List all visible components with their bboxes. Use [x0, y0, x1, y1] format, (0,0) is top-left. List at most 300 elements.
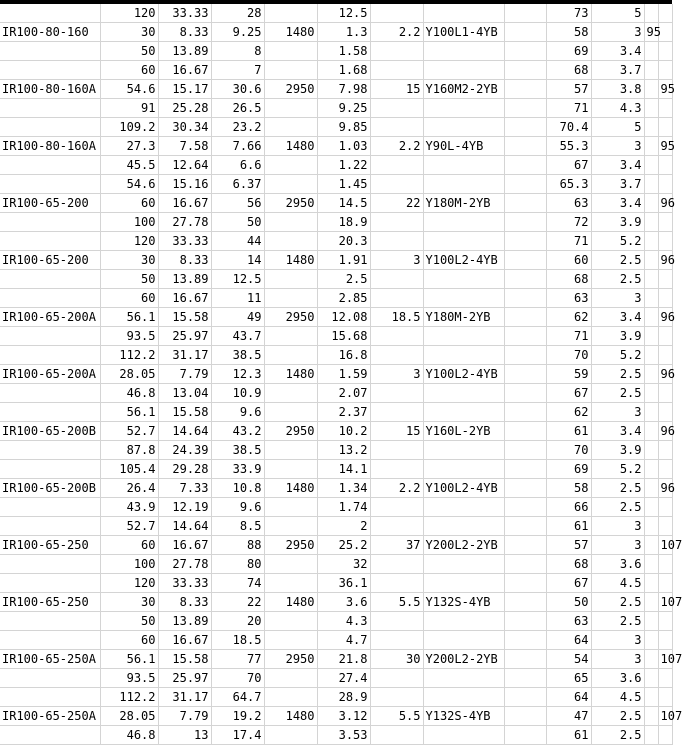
cell[interactable]: 2950	[264, 536, 317, 555]
cell[interactable]: 107	[658, 593, 672, 612]
cell[interactable]	[644, 213, 658, 232]
cell[interactable]: Y100L2-4YB	[423, 365, 504, 384]
cell[interactable]: 95	[658, 80, 672, 99]
cell[interactable]: Y180M-2YB	[423, 194, 504, 213]
cell[interactable]	[504, 213, 546, 232]
cell[interactable]: 3.53	[317, 726, 370, 745]
cell[interactable]	[0, 498, 100, 517]
cell[interactable]: 1.74	[317, 498, 370, 517]
cell[interactable]: 96	[658, 365, 672, 384]
cell[interactable]: 3.6	[591, 555, 644, 574]
cell[interactable]: 7.66	[211, 137, 264, 156]
cell[interactable]: 1480	[264, 479, 317, 498]
cell[interactable]	[370, 498, 423, 517]
cell[interactable]	[644, 650, 658, 669]
cell[interactable]	[644, 194, 658, 213]
cell[interactable]	[658, 441, 672, 460]
cell[interactable]: 5.2	[591, 346, 644, 365]
cell[interactable]	[504, 289, 546, 308]
cell[interactable]: IR100-80-160	[0, 23, 100, 42]
cell[interactable]: 58	[546, 479, 591, 498]
cell[interactable]: 3.4	[591, 156, 644, 175]
cell[interactable]: 46.8	[100, 384, 158, 403]
cell[interactable]: 5.5	[370, 593, 423, 612]
cell[interactable]: 2.5	[591, 251, 644, 270]
cell[interactable]	[658, 669, 672, 688]
cell[interactable]: 70	[211, 669, 264, 688]
cell[interactable]	[644, 251, 658, 270]
cell[interactable]: 30	[100, 251, 158, 270]
cell[interactable]: 69	[546, 460, 591, 479]
cell[interactable]: 1480	[264, 137, 317, 156]
cell[interactable]: 68	[546, 61, 591, 80]
cell[interactable]	[0, 669, 100, 688]
cell[interactable]: 3	[591, 289, 644, 308]
cell[interactable]	[658, 4, 672, 23]
cell[interactable]	[504, 574, 546, 593]
cell[interactable]: 2.5	[591, 384, 644, 403]
cell[interactable]: 33.33	[158, 232, 211, 251]
cell[interactable]: 100	[100, 213, 158, 232]
cell[interactable]: 14.1	[317, 460, 370, 479]
cell[interactable]: 2950	[264, 308, 317, 327]
cell[interactable]	[658, 612, 672, 631]
cell[interactable]: 2.37	[317, 403, 370, 422]
cell[interactable]	[504, 536, 546, 555]
cell[interactable]	[423, 4, 504, 23]
cell[interactable]	[644, 232, 658, 251]
cell[interactable]: 16.67	[158, 536, 211, 555]
cell[interactable]	[370, 688, 423, 707]
cell[interactable]: 9.6	[211, 498, 264, 517]
cell[interactable]: 43.7	[211, 327, 264, 346]
cell[interactable]: 67	[546, 156, 591, 175]
cell[interactable]: 3	[591, 631, 644, 650]
cell[interactable]: 2.5	[591, 707, 644, 726]
cell[interactable]: 88	[211, 536, 264, 555]
cell[interactable]: 45.5	[100, 156, 158, 175]
cell[interactable]: 8.5	[211, 517, 264, 536]
cell[interactable]	[423, 213, 504, 232]
cell[interactable]	[658, 289, 672, 308]
cell[interactable]: 2.2	[370, 479, 423, 498]
cell[interactable]	[423, 118, 504, 137]
cell[interactable]	[0, 346, 100, 365]
cell[interactable]	[504, 42, 546, 61]
cell[interactable]	[644, 384, 658, 403]
cell[interactable]	[370, 156, 423, 175]
cell[interactable]: 50	[100, 42, 158, 61]
cell[interactable]: 3	[591, 137, 644, 156]
cell[interactable]	[264, 517, 317, 536]
cell[interactable]	[423, 175, 504, 194]
cell[interactable]	[504, 612, 546, 631]
cell[interactable]	[423, 498, 504, 517]
cell[interactable]: 15.58	[158, 650, 211, 669]
cell[interactable]	[423, 270, 504, 289]
cell[interactable]: 91	[100, 99, 158, 118]
cell[interactable]: Y200L2-2YB	[423, 650, 504, 669]
cell[interactable]	[423, 441, 504, 460]
cell[interactable]: IR100-80-160A	[0, 80, 100, 99]
cell[interactable]: 77	[211, 650, 264, 669]
cell[interactable]	[0, 61, 100, 80]
cell[interactable]	[644, 289, 658, 308]
cell[interactable]: 25.97	[158, 669, 211, 688]
cell[interactable]: 15	[370, 422, 423, 441]
cell[interactable]	[370, 460, 423, 479]
cell[interactable]: 27.78	[158, 213, 211, 232]
cell[interactable]	[0, 232, 100, 251]
cell[interactable]: 3	[591, 23, 644, 42]
cell[interactable]: 1.3	[317, 23, 370, 42]
cell[interactable]: 61	[546, 726, 591, 745]
cell[interactable]: 5.2	[591, 232, 644, 251]
cell[interactable]: 50	[546, 593, 591, 612]
cell[interactable]: 52.7	[100, 517, 158, 536]
cell[interactable]	[644, 156, 658, 175]
cell[interactable]: 62	[546, 308, 591, 327]
cell[interactable]: 87.8	[100, 441, 158, 460]
cell[interactable]	[264, 289, 317, 308]
cell[interactable]: 60	[100, 631, 158, 650]
cell[interactable]	[264, 403, 317, 422]
cell[interactable]: 120	[100, 574, 158, 593]
cell[interactable]	[504, 593, 546, 612]
cell[interactable]	[504, 4, 546, 23]
cell[interactable]: 5	[591, 118, 644, 137]
cell[interactable]: 36.1	[317, 574, 370, 593]
cell[interactable]: 16.8	[317, 346, 370, 365]
cell[interactable]	[644, 175, 658, 194]
cell[interactable]: 2950	[264, 650, 317, 669]
cell[interactable]: 38.5	[211, 441, 264, 460]
cell[interactable]: 54.6	[100, 175, 158, 194]
cell[interactable]: IR100-65-200A	[0, 365, 100, 384]
cell[interactable]: 17.4	[211, 726, 264, 745]
cell[interactable]: 10.8	[211, 479, 264, 498]
cell[interactable]: 18.9	[317, 213, 370, 232]
cell[interactable]: 7.79	[158, 365, 211, 384]
cell[interactable]: 93.5	[100, 327, 158, 346]
cell[interactable]	[0, 4, 100, 23]
cell[interactable]: 2.5	[591, 612, 644, 631]
cell[interactable]: 61	[546, 422, 591, 441]
cell[interactable]: 13.89	[158, 42, 211, 61]
cell[interactable]	[504, 175, 546, 194]
cell[interactable]: 32	[317, 555, 370, 574]
cell[interactable]	[504, 517, 546, 536]
cell[interactable]: 2	[317, 517, 370, 536]
cell[interactable]: 2950	[264, 80, 317, 99]
cell[interactable]: 107	[658, 707, 672, 726]
cell[interactable]	[370, 574, 423, 593]
cell[interactable]	[504, 270, 546, 289]
cell[interactable]: Y100L2-4YB	[423, 251, 504, 270]
cell[interactable]: 12.08	[317, 308, 370, 327]
cell[interactable]: Y160L-2YB	[423, 422, 504, 441]
cell[interactable]: 4.3	[591, 99, 644, 118]
cell[interactable]	[644, 612, 658, 631]
cell[interactable]: 8.33	[158, 251, 211, 270]
cell[interactable]: 65	[546, 669, 591, 688]
cell[interactable]: 44	[211, 232, 264, 251]
cell[interactable]: IR100-65-250A	[0, 650, 100, 669]
cell[interactable]	[644, 555, 658, 574]
cell[interactable]: 12.19	[158, 498, 211, 517]
cell[interactable]: 3.4	[591, 194, 644, 213]
cell[interactable]: 74	[211, 574, 264, 593]
cell[interactable]	[370, 4, 423, 23]
cell[interactable]: 38.5	[211, 346, 264, 365]
cell[interactable]	[504, 384, 546, 403]
cell[interactable]	[264, 175, 317, 194]
cell[interactable]: 2.5	[591, 479, 644, 498]
cell[interactable]	[370, 61, 423, 80]
cell[interactable]: 3.6	[317, 593, 370, 612]
cell[interactable]: 7.33	[158, 479, 211, 498]
cell[interactable]	[423, 688, 504, 707]
cell[interactable]: 60	[100, 289, 158, 308]
cell[interactable]: 100	[100, 555, 158, 574]
cell[interactable]: 1480	[264, 251, 317, 270]
cell[interactable]: 29.28	[158, 460, 211, 479]
cell[interactable]	[644, 403, 658, 422]
cell[interactable]: 6.37	[211, 175, 264, 194]
cell[interactable]: 96	[658, 308, 672, 327]
cell[interactable]: 3.12	[317, 707, 370, 726]
cell[interactable]	[644, 460, 658, 479]
cell[interactable]	[658, 631, 672, 650]
cell[interactable]: IR100-65-250A	[0, 707, 100, 726]
cell[interactable]	[0, 555, 100, 574]
cell[interactable]: 69	[546, 42, 591, 61]
cell[interactable]	[658, 61, 672, 80]
cell[interactable]: 107	[658, 650, 672, 669]
cell[interactable]	[370, 346, 423, 365]
cell[interactable]: 3.9	[591, 441, 644, 460]
cell[interactable]	[264, 99, 317, 118]
cell[interactable]: 105.4	[100, 460, 158, 479]
cell[interactable]	[370, 232, 423, 251]
cell[interactable]: 15.58	[158, 403, 211, 422]
cell[interactable]	[264, 270, 317, 289]
cell[interactable]: 96	[658, 479, 672, 498]
cell[interactable]: 19.2	[211, 707, 264, 726]
cell[interactable]: 4.3	[317, 612, 370, 631]
cell[interactable]: 4.5	[591, 574, 644, 593]
cell[interactable]: 1.22	[317, 156, 370, 175]
cell[interactable]	[423, 42, 504, 61]
cell[interactable]	[370, 327, 423, 346]
cell[interactable]: 1.68	[317, 61, 370, 80]
cell[interactable]: 3	[591, 517, 644, 536]
cell[interactable]	[264, 42, 317, 61]
cell[interactable]	[370, 403, 423, 422]
cell[interactable]	[0, 42, 100, 61]
cell[interactable]	[644, 498, 658, 517]
cell[interactable]: 64.7	[211, 688, 264, 707]
cell[interactable]: 2950	[264, 194, 317, 213]
cell[interactable]: 33.9	[211, 460, 264, 479]
cell[interactable]: 64	[546, 688, 591, 707]
cell[interactable]	[0, 574, 100, 593]
cell[interactable]: 12.64	[158, 156, 211, 175]
cell[interactable]: IR100-65-250	[0, 536, 100, 555]
cell[interactable]: 1.34	[317, 479, 370, 498]
cell[interactable]: 1.59	[317, 365, 370, 384]
cell[interactable]: 2.07	[317, 384, 370, 403]
cell[interactable]: 107	[658, 536, 672, 555]
cell[interactable]: 16.67	[158, 61, 211, 80]
cell[interactable]: 7	[211, 61, 264, 80]
cell[interactable]	[504, 441, 546, 460]
cell[interactable]	[504, 422, 546, 441]
cell[interactable]: 2.85	[317, 289, 370, 308]
cell[interactable]: 22	[370, 194, 423, 213]
cell[interactable]	[0, 517, 100, 536]
cell[interactable]: 4.7	[317, 631, 370, 650]
cell[interactable]	[0, 213, 100, 232]
cell[interactable]	[658, 498, 672, 517]
cell[interactable]: 25.28	[158, 99, 211, 118]
cell[interactable]: 67	[546, 574, 591, 593]
cell[interactable]	[504, 80, 546, 99]
cell[interactable]	[644, 80, 658, 99]
cell[interactable]: 64	[546, 631, 591, 650]
cell[interactable]	[658, 460, 672, 479]
cell[interactable]: 3.4	[591, 42, 644, 61]
cell[interactable]: 3	[591, 650, 644, 669]
cell[interactable]: 60	[100, 536, 158, 555]
cell[interactable]	[658, 175, 672, 194]
cell[interactable]: 2.5	[591, 498, 644, 517]
cell[interactable]: 28.05	[100, 365, 158, 384]
cell[interactable]: 9.85	[317, 118, 370, 137]
cell[interactable]: 2.5	[591, 593, 644, 612]
cell[interactable]	[504, 118, 546, 137]
cell[interactable]	[658, 403, 672, 422]
cell[interactable]	[658, 232, 672, 251]
cell[interactable]: 70	[546, 346, 591, 365]
cell[interactable]	[658, 688, 672, 707]
cell[interactable]: 3.4	[591, 308, 644, 327]
cell[interactable]: 11	[211, 289, 264, 308]
cell[interactable]	[644, 517, 658, 536]
cell[interactable]: 13.2	[317, 441, 370, 460]
cell[interactable]	[370, 42, 423, 61]
cell[interactable]: 2.2	[370, 137, 423, 156]
cell[interactable]	[423, 574, 504, 593]
cell[interactable]	[504, 308, 546, 327]
cell[interactable]	[504, 650, 546, 669]
cell[interactable]: 2.5	[591, 365, 644, 384]
cell[interactable]: 7.58	[158, 137, 211, 156]
cell[interactable]: 2950	[264, 422, 317, 441]
cell[interactable]: 12.5	[317, 4, 370, 23]
cell[interactable]	[504, 346, 546, 365]
cell[interactable]	[0, 327, 100, 346]
cell[interactable]	[504, 460, 546, 479]
cell[interactable]: 20	[211, 612, 264, 631]
cell[interactable]: 70.4	[546, 118, 591, 137]
cell[interactable]	[658, 574, 672, 593]
cell[interactable]: 112.2	[100, 346, 158, 365]
cell[interactable]	[423, 346, 504, 365]
cell[interactable]	[658, 156, 672, 175]
cell[interactable]	[504, 251, 546, 270]
cell[interactable]: 65.3	[546, 175, 591, 194]
cell[interactable]	[504, 156, 546, 175]
cell[interactable]: 6.6	[211, 156, 264, 175]
cell[interactable]	[264, 4, 317, 23]
cell[interactable]: 50	[211, 213, 264, 232]
cell[interactable]: 96	[658, 194, 672, 213]
cell[interactable]	[370, 555, 423, 574]
cell[interactable]: 1.91	[317, 251, 370, 270]
cell[interactable]	[504, 555, 546, 574]
cell[interactable]: 27.3	[100, 137, 158, 156]
cell[interactable]: Y100L2-4YB	[423, 479, 504, 498]
cell[interactable]: 15.68	[317, 327, 370, 346]
cell[interactable]	[658, 118, 672, 137]
cell[interactable]	[264, 498, 317, 517]
cell[interactable]: 3.9	[591, 327, 644, 346]
cell[interactable]	[0, 175, 100, 194]
cell[interactable]: 120	[100, 4, 158, 23]
cell[interactable]: 16.67	[158, 631, 211, 650]
cell[interactable]: 1.45	[317, 175, 370, 194]
cell[interactable]: 5.2	[591, 460, 644, 479]
cell[interactable]	[644, 365, 658, 384]
cell[interactable]	[370, 384, 423, 403]
cell[interactable]: 60	[100, 194, 158, 213]
cell[interactable]: 68	[546, 555, 591, 574]
cell[interactable]	[504, 707, 546, 726]
cell[interactable]: 1.03	[317, 137, 370, 156]
cell[interactable]: 68	[546, 270, 591, 289]
cell[interactable]: 47	[546, 707, 591, 726]
cell[interactable]: 55.3	[546, 137, 591, 156]
cell[interactable]	[423, 669, 504, 688]
cell[interactable]	[644, 479, 658, 498]
cell[interactable]: 26.4	[100, 479, 158, 498]
cell[interactable]: 72	[546, 213, 591, 232]
cell[interactable]: 3.7	[591, 175, 644, 194]
cell[interactable]: 56.1	[100, 308, 158, 327]
cell[interactable]: 4.5	[591, 688, 644, 707]
cell[interactable]: 3	[591, 403, 644, 422]
cell[interactable]	[504, 365, 546, 384]
cell[interactable]: 96	[658, 422, 672, 441]
cell[interactable]	[0, 289, 100, 308]
cell[interactable]: 71	[546, 327, 591, 346]
cell[interactable]: 95	[644, 23, 658, 42]
cell[interactable]: 10.2	[317, 422, 370, 441]
cell[interactable]: 60	[546, 251, 591, 270]
cell[interactable]: 120	[100, 232, 158, 251]
cell[interactable]: 8.33	[158, 23, 211, 42]
cell[interactable]: 109.2	[100, 118, 158, 137]
cell[interactable]	[264, 631, 317, 650]
cell[interactable]: 95	[658, 137, 672, 156]
cell[interactable]	[644, 308, 658, 327]
cell[interactable]	[264, 327, 317, 346]
cell[interactable]	[370, 669, 423, 688]
cell[interactable]: Y90L-4YB	[423, 137, 504, 156]
cell[interactable]: 28.05	[100, 707, 158, 726]
cell[interactable]	[504, 232, 546, 251]
